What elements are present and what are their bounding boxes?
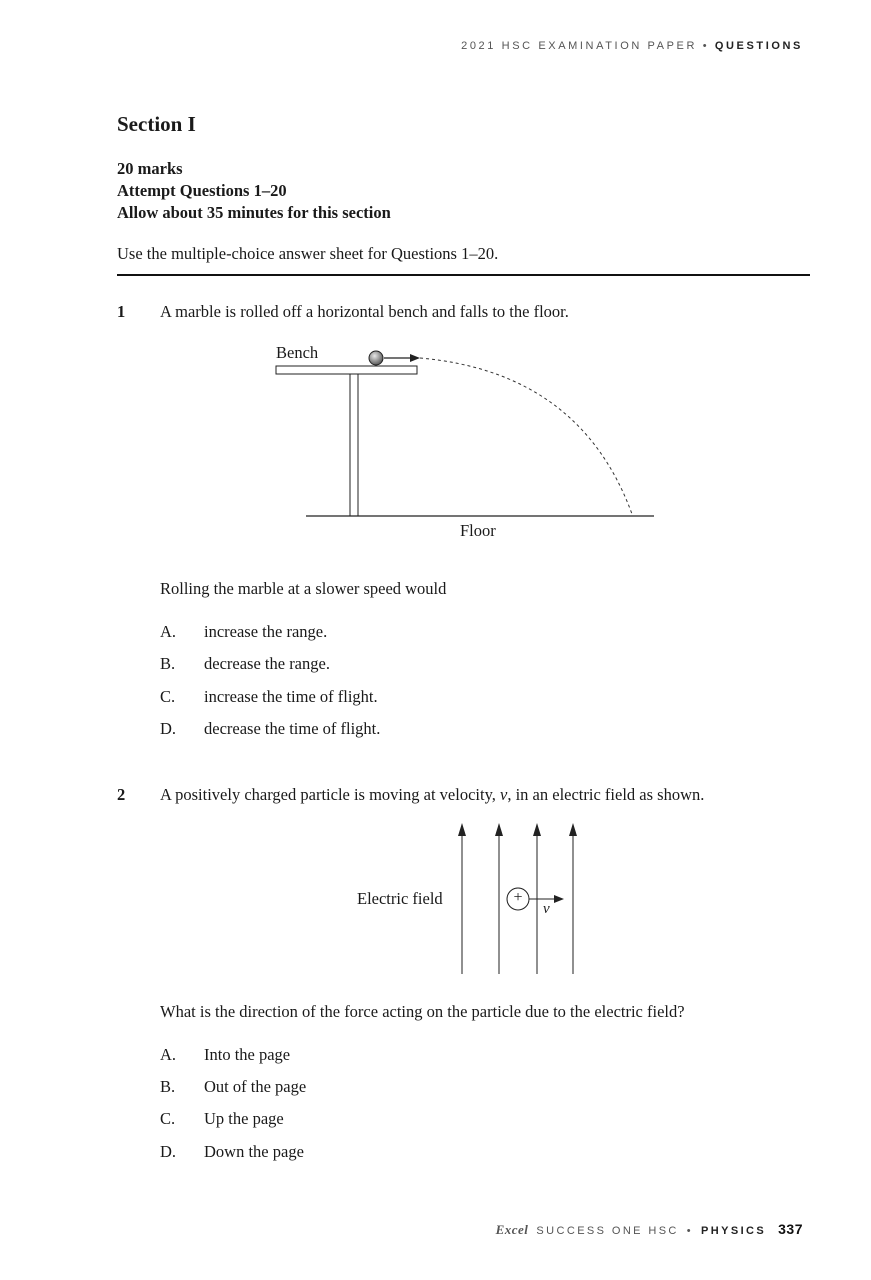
footer-brand: Excel (495, 1222, 529, 1237)
question-1-prompt: Rolling the marble at a slower speed would (160, 579, 447, 598)
q1-option-b-letter: B. (160, 654, 176, 673)
header-separator: • (702, 40, 710, 52)
q1-option-b: decrease the range. (204, 654, 330, 673)
charge-symbol: + (513, 889, 523, 906)
q2-option-c: Up the page (204, 1109, 284, 1128)
field-arrowhead-4 (569, 823, 577, 836)
q1-option-a: increase the range. (204, 622, 328, 641)
q2-option-a: Into the page (204, 1045, 291, 1064)
q2-option-b-letter: B. (160, 1077, 176, 1096)
question-2-prompt: What is the direction of the force acting on the particle due to the electric field? (160, 1002, 685, 1021)
section-instructions: Use the multiple-choice answer sheet for Questions 1–20. (117, 244, 499, 263)
footer-series: SUCCESS ONE HSC (536, 1225, 679, 1237)
question-1-text: A marble is rolled off a horizontal bench and falls to the floor. (160, 302, 569, 321)
floor-label: Floor (460, 521, 496, 540)
header-section: QUESTIONS (714, 40, 803, 52)
q2-option-b: Out of the page (204, 1077, 307, 1096)
section-time: Allow about 35 minutes for this section (117, 203, 391, 222)
question-2-number: 2 (117, 785, 126, 804)
section-marks: 20 marks (117, 159, 183, 178)
field-arrowhead-3 (533, 823, 541, 836)
field-arrowhead-2 (495, 823, 503, 836)
q1-option-d-letter: D. (160, 719, 177, 738)
q2-option-d: Down the page (204, 1142, 304, 1161)
q2-option-a-letter: A. (160, 1045, 177, 1064)
bench-label: Bench (276, 343, 319, 362)
section-title: Section I (117, 112, 196, 136)
q1-option-d: decrease the time of flight. (204, 719, 381, 738)
question-2-variable: v (500, 785, 508, 804)
q1-option-a-letter: A. (160, 622, 177, 641)
header-title: 2021 HSC EXAMINATION PAPER (461, 40, 698, 52)
q2-option-d-letter: D. (160, 1142, 177, 1161)
question-2-text-after: , in an electric field as shown. (507, 785, 705, 804)
field-arrowhead-1 (458, 823, 466, 836)
page-number: 337 (778, 1221, 803, 1237)
q2-option-c-letter: C. (160, 1109, 176, 1128)
q1-option-c-letter: C. (160, 687, 176, 706)
section-attempt: Attempt Questions 1–20 (117, 181, 287, 200)
q1-option-c: increase the time of flight. (204, 687, 378, 706)
running-footer (496, 1221, 803, 1238)
velocity-label: v (543, 901, 550, 917)
question-2-text-before: A positively charged particle is moving at velocity, (160, 785, 501, 804)
footer-separator: • (686, 1225, 694, 1237)
particle-velocity-arrowhead (554, 895, 564, 903)
electric-field-label: Electric field (357, 889, 443, 908)
question-1-number: 1 (117, 302, 126, 321)
footer-subject: PHYSICS (701, 1225, 767, 1237)
